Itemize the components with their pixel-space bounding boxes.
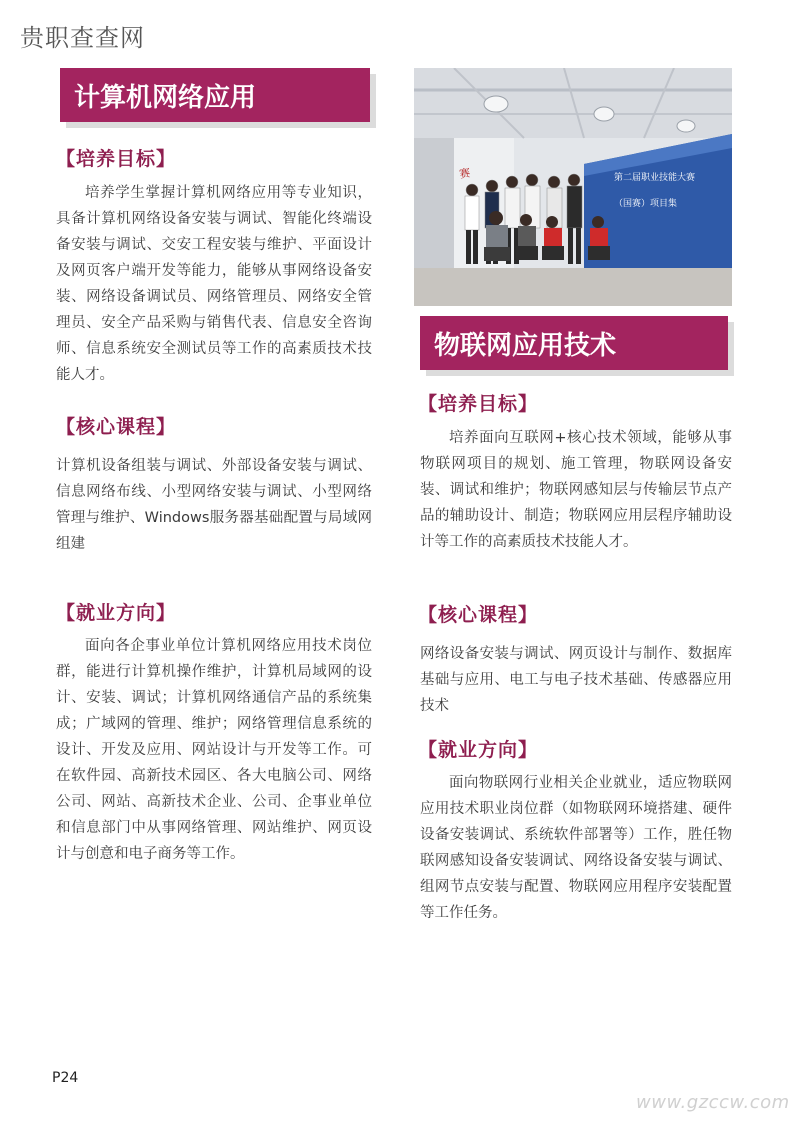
program-title-iot: 物联网应用技术	[420, 316, 728, 370]
section-heading-core-courses-iot: 【核心课程】	[418, 604, 539, 626]
program-title-network: 计算机网络应用	[60, 68, 370, 122]
employment-text-iot: 面向物联网行业相关企业就业，适应物联网应用技术职业岗位群（如物联网环境搭建、硬件设备安装调试、系统软件部署等）工作，胜任物联网感知设备安装调试、网络设备安装与调试、组网节点安装与配置、物联网应用程序安装配置等工作任务。	[420, 775, 732, 921]
core-courses-text-iot: 网络设备安装与调试、网页设计与制作、数据库基础与应用、电工与电子技术基础、传感器应用技术	[420, 646, 732, 714]
core-courses-text: 计算机设备组装与调试、外部设备安装与调试、信息网络布线、小型网络安装与调试、小型网络管理与维护、Windows服务器基础配置与局域网组建	[56, 458, 372, 552]
section-heading-training-goal-iot: 【培养目标】	[418, 393, 539, 415]
section-heading-employment-iot: 【就业方向】	[418, 739, 539, 761]
training-goal-text: 培养学生掌握计算机网络应用等专业知识，具备计算机网络设备安装与调试、智能化终端设备安装与调试、交安工程安装与维护、平面设计及网页客户端开发等能力，能够从事网络设备安装、网络设备调试员、网络管理员、网络安全管理员、安全产品采购与销售代表、信息安全咨询师、信息系统安全测试员等工作的高素质技术技能人才。	[56, 185, 372, 383]
section-heading-training-goal: 【培养目标】	[56, 148, 177, 170]
page-number: P24	[52, 1070, 79, 1086]
banner-text-line1: 第二届职业技能大赛	[614, 173, 696, 183]
section-heading-core-courses: 【核心课程】	[56, 416, 177, 438]
employment-text: 面向各企事业单位计算机网络应用技术岗位群，能进行计算机操作维护，计算机局域网的设计、安装、调试；计算机网络通信产品的系统集成；广域网的管理、维护；网络管理信息系统的设计、开发及应用、网站设计与开发等工作。可在软件园、高新技术园区、各大电脑公司、网络公司、网站、高新技术企业、公司、企事业单位和信息部门中从事网络管理、网站维护、网页设计与创意和电子商务等工作。	[56, 638, 372, 862]
svg-text:赛: 赛	[458, 166, 472, 181]
site-url-watermark: www.gzccw.com	[636, 1092, 790, 1113]
training-goal-text-iot: 培养面向互联网+核心技术领域，能够从事物联网项目的规划、施工管理，物联网设备安装、调试和维护；物联网感知层与传输层节点产品的辅助设计、制造；物联网应用层程序辅助设计等工作的高素质技术技能人才。	[420, 430, 732, 550]
section-heading-employment: 【就业方向】	[56, 602, 177, 624]
banner-text-line2: （国赛）项目集	[614, 199, 678, 209]
competition-group-photo	[414, 68, 732, 306]
site-watermark: 贵职查查网	[20, 24, 145, 52]
